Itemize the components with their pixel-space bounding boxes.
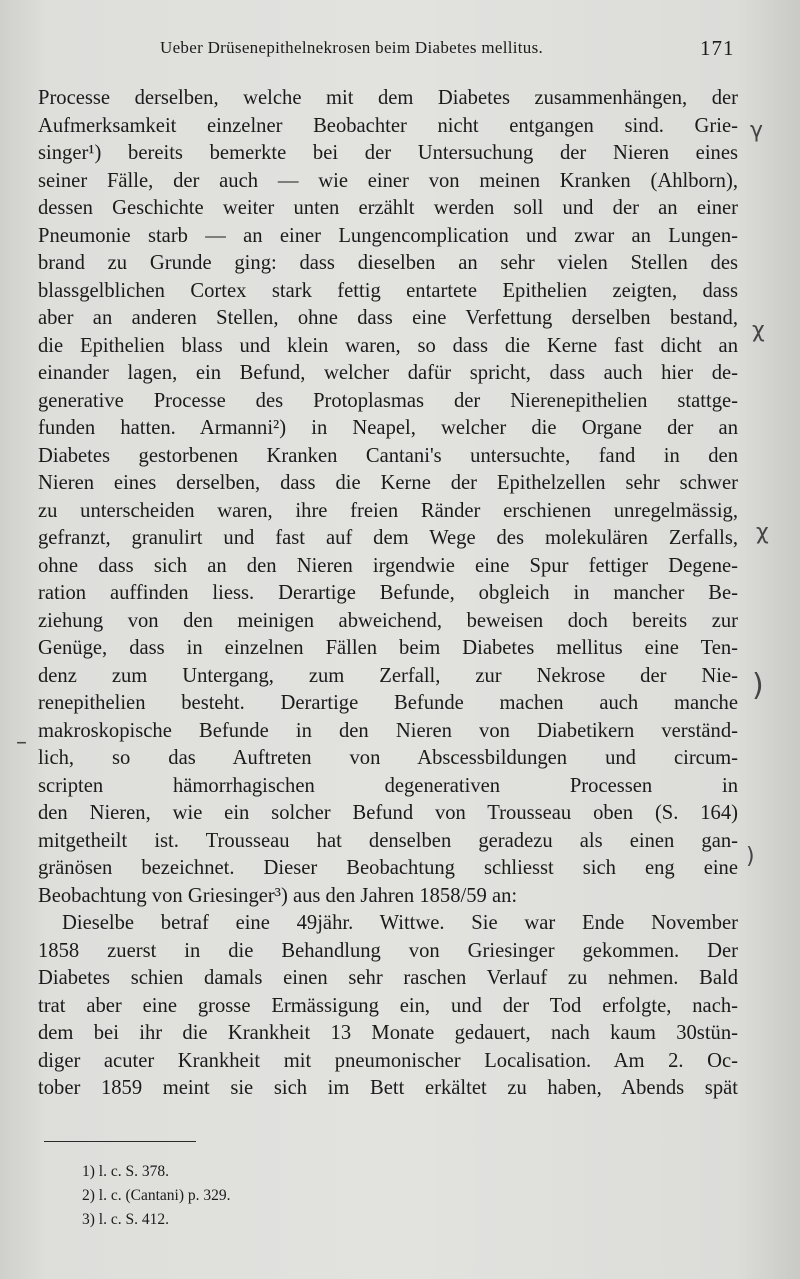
text-line: gränösen bezeichnet. Dieser Beobachtung schliesst sich eng eine [38, 857, 738, 879]
text-line: Processe derselben, welche mit dem Diabetes zusammenhängen, der [38, 87, 738, 109]
text-line: ohne dass sich an den Nieren irgendwie eine Spur fettiger Degene- [38, 554, 738, 577]
text-line: dessen Geschichte weiter unten erzählt werden soll und der an einer [38, 197, 738, 219]
text-line: Nieren eines derselben, dass die Kerne der Epithelzellen sehr schwer [38, 472, 738, 494]
margin-mark: γ [750, 118, 764, 143]
text-line: Genüge, dass in einzelnen Fällen beim Diabetes mellitus eine Ten- [38, 637, 738, 659]
text-line: funden hatten. Armanni²) in Neapel, welcher die Organe der an [38, 417, 738, 439]
text-line: dem bei ihr die Krankheit 13 Monate gedauert, nach kaum 30stün- [38, 1022, 738, 1044]
text-line: 1858 zuerst in die Behandlung von Griesinger gekommen. Der [38, 939, 738, 962]
body-text [38, 85, 738, 1103]
text-line: Diabetes schien damals einen sehr raschen Verlauf zu nehmen. Bald [38, 967, 738, 989]
footnotes [82, 1160, 231, 1232]
text-line: Beobachtung von Griesinger³) aus den Jahren 1858/59 an: [38, 884, 518, 907]
margin-mark: χ [752, 318, 765, 343]
footnote: 1) l. c. S. 378. [82, 1163, 169, 1180]
text-line: Aufmerksamkeit einzelner Beobachter nicht entgangen sind. Grie- [38, 114, 738, 137]
text-line: ziehung von den meinigen abweichend, beweisen doch bereits zur [38, 609, 738, 632]
text-line: lich, so das Auftreten von Abscessbildungen und circum- [38, 747, 738, 769]
margin-mark: χ [756, 520, 769, 545]
footnote: 2) l. c. (Cantani) p. 329. [82, 1187, 231, 1204]
text-line: generative Processe des Protoplasmas der Nierenepithelien stattge- [38, 389, 738, 412]
text-line: mitgetheilt ist. Trousseau hat denselben geradezu als einen gan- [38, 829, 738, 852]
footnote: 3) l. c. S. 412. [82, 1211, 169, 1228]
margin-mark: ) [746, 844, 755, 869]
page-number: 171 [700, 36, 735, 60]
margin-mark: ) [752, 668, 764, 703]
text-line: renepithelien besteht. Derartige Befunde machen auch manche [38, 692, 738, 714]
text-line: Pneumonie starb — an einer Lungencomplication und zwar an Lungen- [38, 224, 738, 247]
text-line: den Nieren, wie ein solcher Befund von Trousseau oben (S. 164) [38, 802, 738, 824]
text-line: die Epithelien blass und klein waren, so dass die Kerne fast dicht an [38, 334, 738, 357]
text-line: einander lagen, ein Befund, welcher dafür spricht, dass auch hier de- [38, 362, 738, 384]
text-line: diger acuter Krankheit mit pneumonischer Localisation. Am 2. Oc- [38, 1049, 738, 1072]
text-line: blassgelblichen Cortex stark fettig entartete Epithelien zeigten, dass [38, 279, 738, 302]
text-line: Diabetes gestorbenen Kranken Cantani's untersuchte, fand in den [38, 444, 738, 467]
text-line: scripten hämorrhagischen degenerativen Processen in [38, 774, 738, 797]
text-line: brand zu Grunde ging: dass dieselben an sehr vielen Stellen des [38, 252, 738, 274]
footnote-rule [44, 1141, 196, 1142]
text-line: tober 1859 meint sie sich im Bett erkältet zu haben, Abends spät [38, 1077, 738, 1099]
text-line: singer¹) bereits bemerkte bei der Untersuchung der Nieren eines [38, 142, 738, 164]
text-line: zu unterscheiden waren, ihre freien Ränder erschienen unregelmässig, [38, 499, 738, 522]
text-line: ration auffinden liess. Derartige Befunde, obgleich in mancher Be- [38, 582, 738, 604]
text-line: seiner Fälle, der auch — wie einer von meinen Kranken (Ahlborn), [38, 169, 738, 192]
text-line: trat aber eine grosse Ermässigung ein, und der Tod erfolgte, nach- [38, 994, 738, 1017]
text-line: gefranzt, granulirt und fast auf dem Wege des molekulären Zerfalls, [38, 527, 738, 549]
text-line: denz zum Untergang, zum Zerfall, zur Nekrose der Nie- [38, 664, 738, 687]
text-line: makroskopische Befunde in den Nieren von Diabetikern verständ- [38, 719, 738, 742]
text-line: Dieselbe betraf eine 49jähr. Wittwe. Sie war Ende November [62, 912, 738, 934]
text-line: aber an anderen Stellen, ohne dass eine Verfettung derselben bestand, [38, 307, 738, 329]
running-title: Ueber Drüsenepithelnekrosen beim Diabetes mellitus. [160, 38, 544, 57]
margin-mark: – [16, 730, 27, 755]
